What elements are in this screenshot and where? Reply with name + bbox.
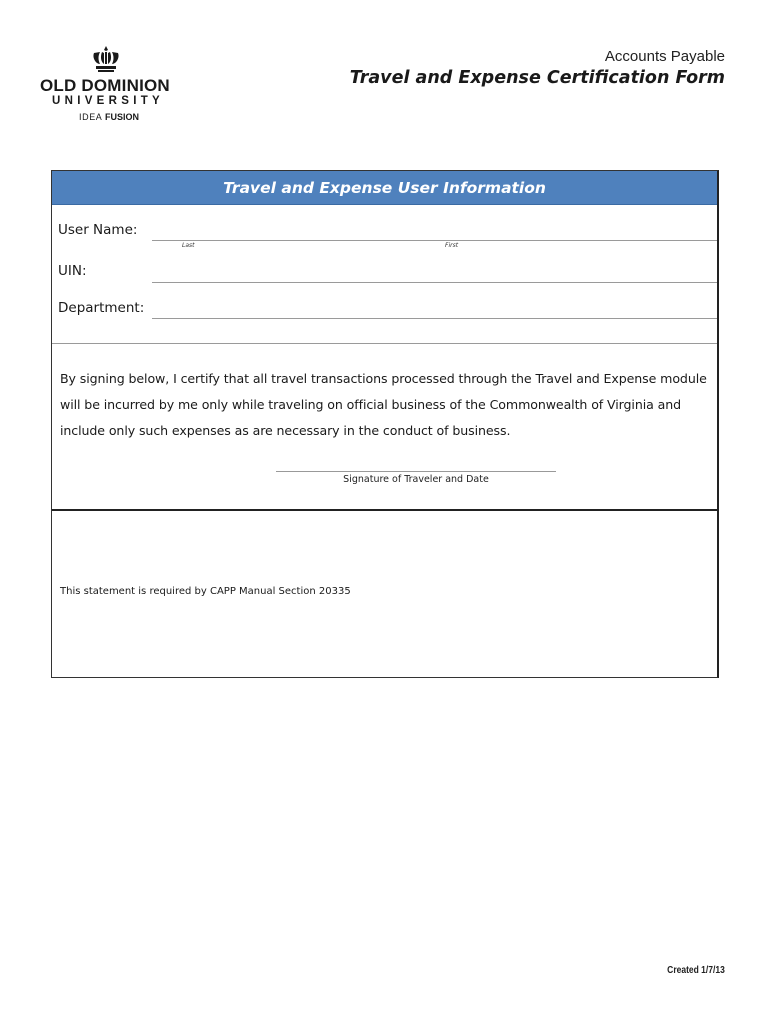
department-field[interactable] <box>152 318 717 319</box>
user-information-box <box>51 170 719 511</box>
signature-line[interactable] <box>276 471 556 472</box>
department-label: Department: <box>58 300 145 316</box>
user-name-field[interactable] <box>152 240 717 241</box>
logo-tag-bold: FUSION <box>105 112 140 122</box>
created-date: Created 1/7/13 <box>667 965 725 976</box>
logo-tagline <box>79 112 139 122</box>
first-name-sublabel: First <box>445 242 459 249</box>
uin-label: UIN: <box>58 263 87 279</box>
logo-name: OLD DOMINION <box>40 76 170 95</box>
crown-icon <box>88 44 124 74</box>
signature-label: Signature of Traveler and Date <box>343 474 489 485</box>
logo-tag-light: IDEA <box>79 112 102 122</box>
form-title: Travel and Expense Certification Form <box>349 68 725 88</box>
section-title: Travel and Expense User Information <box>223 178 546 197</box>
section-divider <box>52 343 717 344</box>
capp-statement: This statement is required by CAPP Manual Section 20335 <box>60 586 351 597</box>
last-name-sublabel: Last <box>182 242 195 249</box>
uin-field[interactable] <box>152 282 717 283</box>
section-header <box>52 171 717 205</box>
statement-box <box>51 510 719 678</box>
department-heading: Accounts Payable <box>604 48 725 65</box>
logo-subtitle: UNIVERSITY <box>52 95 165 107</box>
certification-text: By signing below, I certify that all travel transactions processed through the Travel and Expense module will be incurred by me only while traveling on official business of the Commonwealth of Virginia and include only such expenses as are necessary in the conduct of business. <box>60 371 707 438</box>
user-name-label: User Name: <box>58 222 138 238</box>
